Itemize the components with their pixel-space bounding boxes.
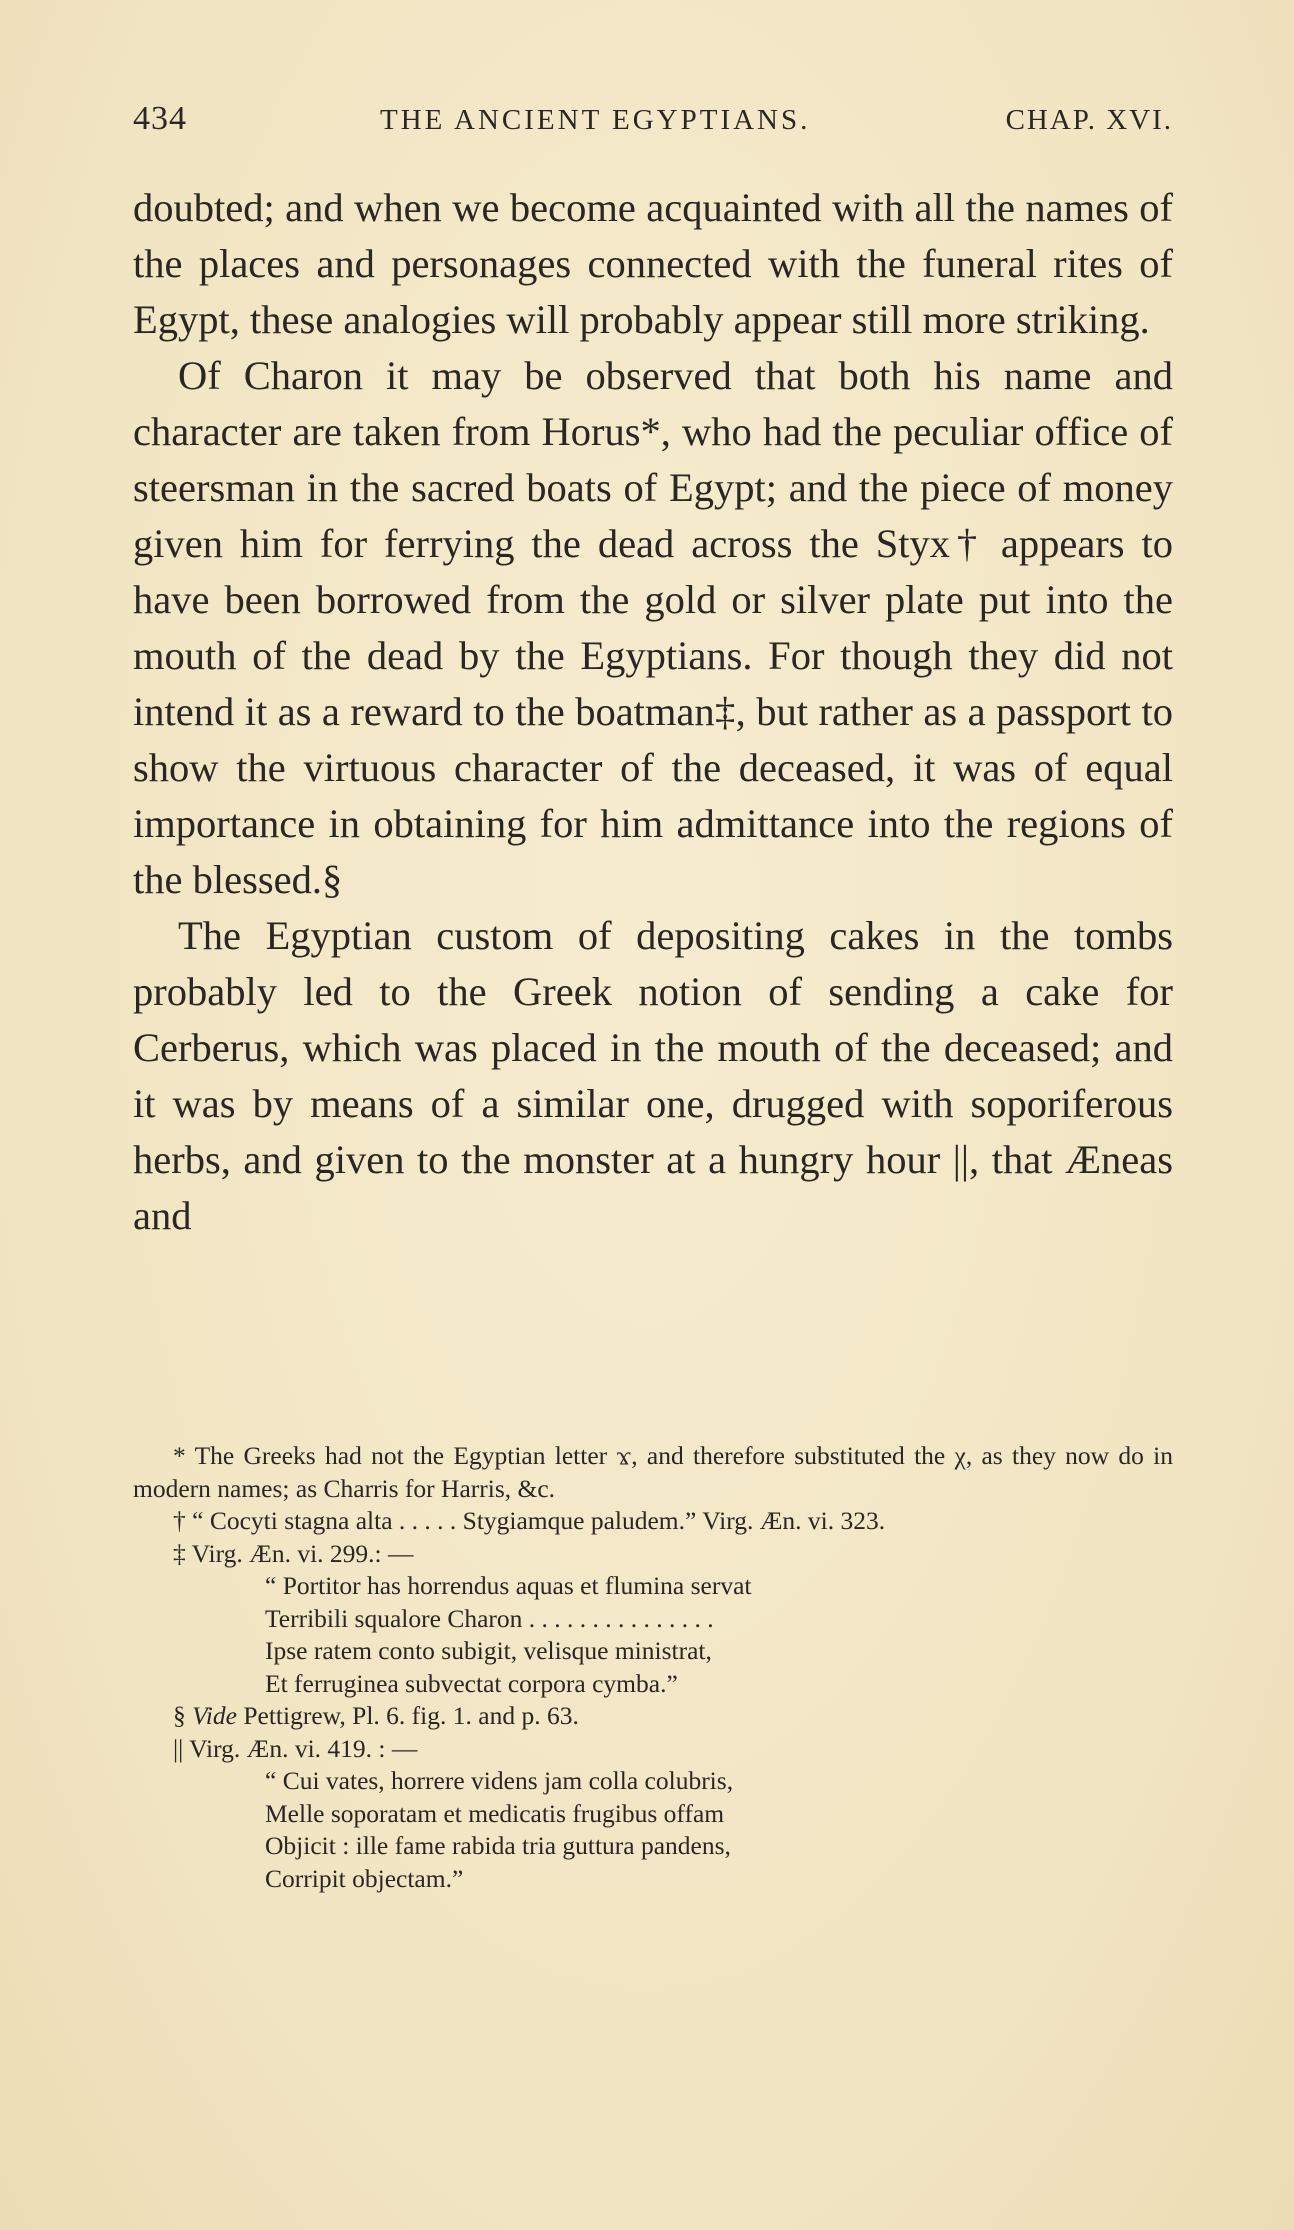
running-title: THE ANCIENT EGYPTIANS. bbox=[380, 104, 811, 136]
footnote-dagger bbox=[133, 1505, 1173, 1538]
footnote-text: Pettigrew, Pl. 6. fig. 1. and p. 63. bbox=[243, 1701, 579, 1730]
footnote-star bbox=[133, 1440, 1173, 1505]
footnote-double-dagger bbox=[133, 1538, 1173, 1571]
footnote-mark: * bbox=[173, 1441, 186, 1470]
footnote-parallel bbox=[133, 1733, 1173, 1766]
verse-line: Corripit objectam.” bbox=[265, 1863, 464, 1893]
paragraph: The Egyptian custom of depositing cakes in the tombs probably led to the Greek notion of sending a cake for Cerberus, which was placed in the mouth of the deceased; and it was by means of a similar one, drugged with soporiferous herbs, and given to the monster at a hungry hour ||, that Æneas and bbox=[133, 913, 1173, 1238]
verse-line: Objicit : ille fame rabida tria guttura pandens, bbox=[265, 1831, 731, 1860]
verse-line: Et ferruginea subvectat corpora cymba.” bbox=[265, 1668, 678, 1698]
paragraph: Of Charon it may be observed that both his name and character are taken from Horus*, who had the peculiar office of steersman in the sacred boats of Egypt; and the piece of money given him for ferrying the dead across the Styx† appears to have been borrowed from the gold or silver plate put into the mouth of the dead by the Egyptians. For though they did not intend it as a reward to the boatman‡, but rather as a passport to show the virtuous character of the deceased, it was of equal importance in obtaining for him admittance into the regions of the blessed.§ bbox=[133, 353, 1173, 902]
verse-line: Ipse ratem conto subigit, velisque ministrat, bbox=[265, 1636, 712, 1665]
verse-line: Terribili squalore Charon . . . . . . . . . . . . . . . bbox=[265, 1603, 714, 1633]
footnote-text: Virg. Æn. vi. 299.: — bbox=[191, 1538, 414, 1568]
footnotes bbox=[133, 1440, 1173, 1895]
footnote-mark: † bbox=[173, 1506, 186, 1535]
footnote-mark: ‡ bbox=[173, 1538, 186, 1568]
footnote-mark: || bbox=[173, 1733, 184, 1763]
verse-line: “ Cui vates, horrere videns jam colla colubris, bbox=[265, 1766, 734, 1795]
main-text bbox=[133, 180, 1173, 1244]
footnote-mark: § bbox=[173, 1701, 186, 1730]
footnote-section bbox=[133, 1700, 1173, 1733]
chapter-label: CHAP. XVI. bbox=[1005, 104, 1173, 136]
verse-line: “ Portitor has horrendus aquas et flumina servat bbox=[265, 1571, 752, 1600]
footnote-text: “ Cocyti stagna alta . . . . . Stygiamque paludem.” Virg. Æn. vi. 323. bbox=[192, 1506, 886, 1535]
footnote-text: The Greeks had not the Egyptian letter ϫ, and therefore substituted the χ, as they now do in modern names; as Charris for Harris, &c. bbox=[133, 1441, 1173, 1503]
page-header bbox=[133, 100, 1173, 150]
paragraph: doubted; and when we become acquainted with all the names of the places and personages connected with the funeral rites of Egypt, these analogies will probably appear still more striking. bbox=[133, 185, 1173, 342]
verse-line: Melle soporatam et medicatis frugibus offam bbox=[265, 1798, 725, 1828]
page-number: 434 bbox=[133, 100, 187, 137]
footnote-text: Virg. Æn. vi. 419. : — bbox=[189, 1733, 418, 1763]
footnote-vide: Vide bbox=[192, 1701, 237, 1730]
